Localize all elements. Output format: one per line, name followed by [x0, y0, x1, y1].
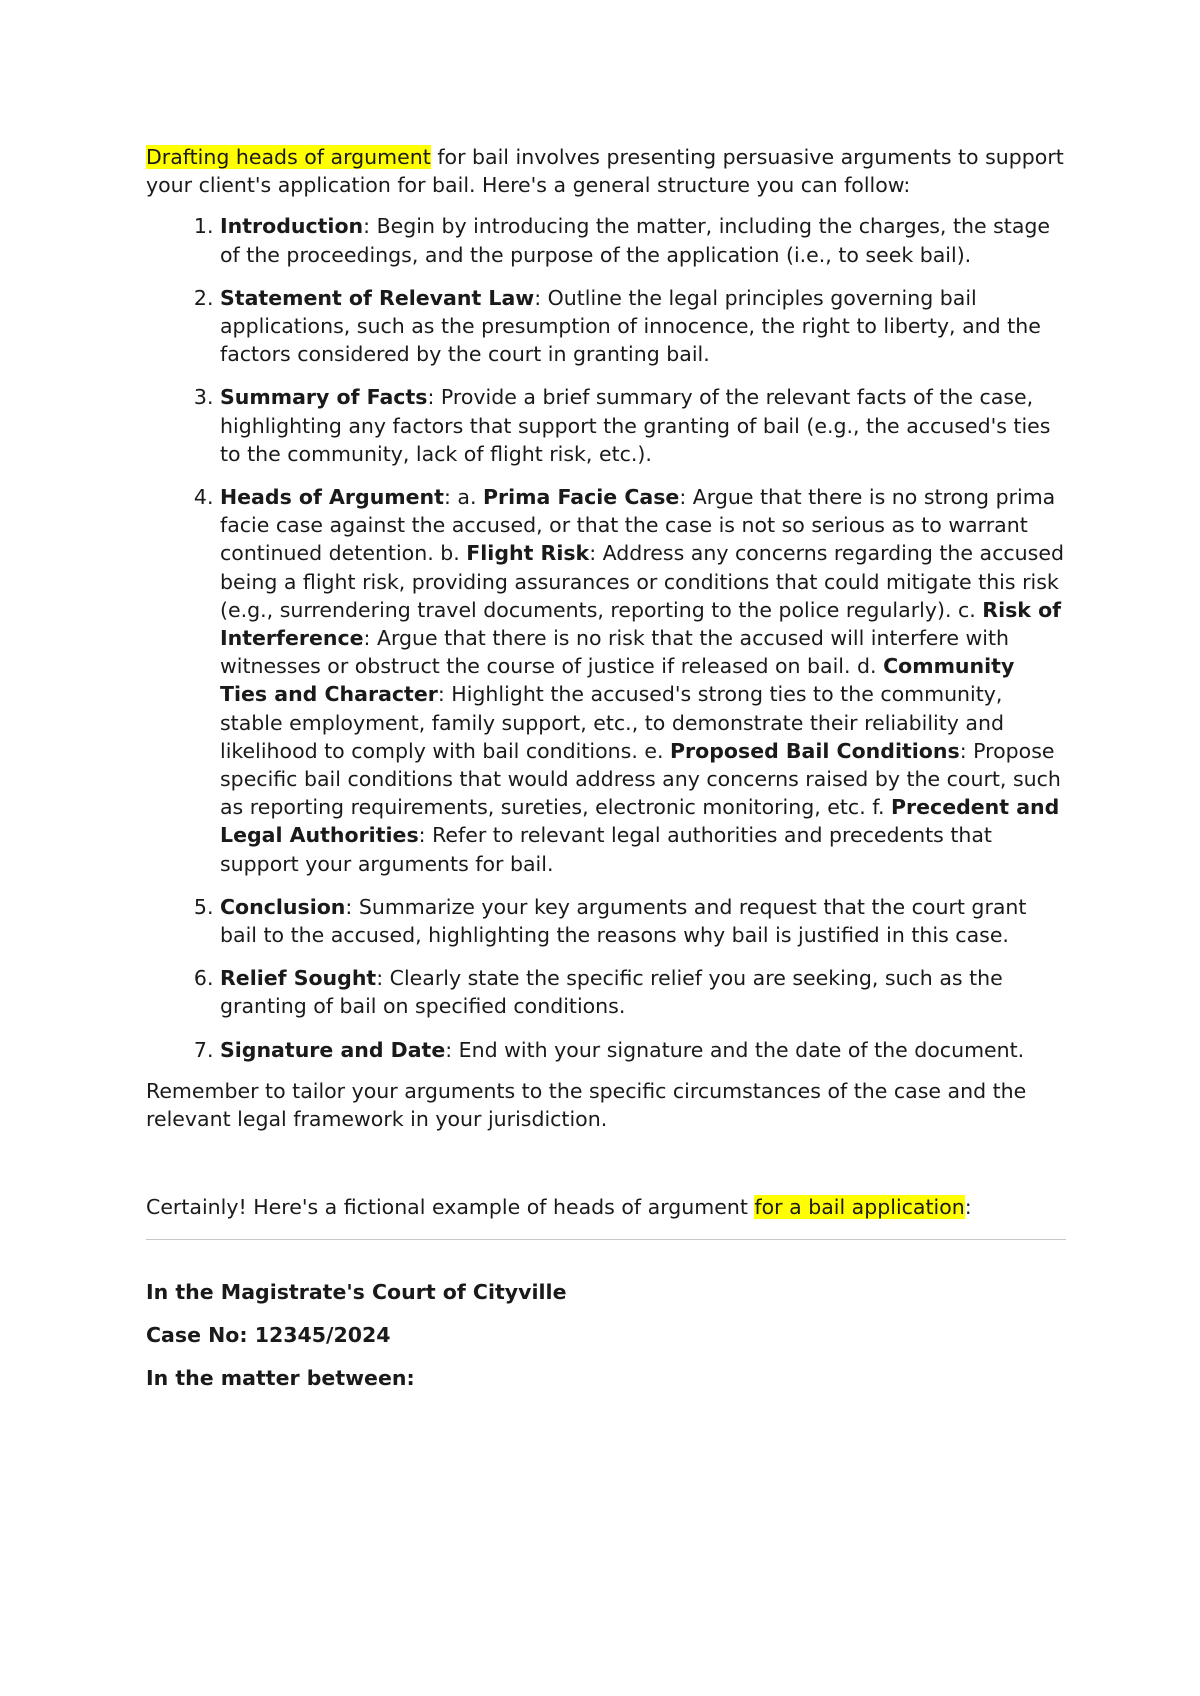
- sub-title-community-ties: Community Ties and Character: [220, 654, 1015, 707]
- list-item-conclusion: [220, 893, 1066, 949]
- remember-paragraph: Remember to tailor your arguments to the specific circumstances of the case and the relevant legal framework in your jurisdiction.: [146, 1078, 1027, 1132]
- intro-highlight: Drafting heads of argument: [146, 145, 431, 169]
- item-text: : Outline the legal principles governing bail applications, such as the presumption of innocence, the right to liberty, and the factors considered by the court in granting bail.: [220, 285, 1041, 367]
- list-item-relevant-law: [220, 284, 1066, 369]
- item-text: : Refer to relevant legal authorities and precedents that support your arguments for bail.: [220, 823, 992, 876]
- item-title: Heads of Argument: [220, 485, 444, 510]
- matter-between: In the matter between:: [146, 1365, 415, 1390]
- item-text: : Address any concerns regarding the accused being a flight risk, providing assurances or conditions that could mitigate this risk (e.g., surrendering travel documents, reporting to the police regularly). c.: [220, 541, 1064, 622]
- list-item-heads-of-argument: [220, 483, 1066, 878]
- item-title: Conclusion: [220, 894, 346, 919]
- sub-title-interference: Risk of Interference: [220, 597, 1062, 651]
- sub-title-prima-facie: Prima Facie Case: [482, 485, 680, 510]
- item-text: : Highlight the accused's strong ties to the community, stable employment, family support, etc., to demonstrate their reliability and likelihood to comply with bail conditions. e.: [220, 682, 1005, 763]
- item-title: Statement of Relevant Law: [220, 285, 535, 310]
- example-intro-highlight: for a bail application: [754, 1195, 965, 1220]
- list-item-signature-date: [220, 1036, 1066, 1064]
- case-number: Case No: 12345/2024: [146, 1322, 391, 1347]
- list-item-summary-facts: [220, 383, 1066, 468]
- example-intro-paragraph: [146, 1193, 1066, 1221]
- sub-title-precedent: Precedent and Legal Authorities: [220, 795, 1060, 848]
- item-text: : Argue that there is no strong prima facie case against the accused, or that the case is not so serious as to warrant continued detention. b.: [220, 485, 1056, 566]
- item-title: Summary of Facts: [220, 385, 428, 410]
- item-title: Introduction: [220, 214, 364, 239]
- item-text: : Clearly state the specific relief you are seeking, such as the granting of bail on specified conditions.: [220, 966, 1003, 1019]
- item-text: : Summarize your key arguments and request that the court grant bail to the accused, highlighting the reasons why bail is justified in this case.: [220, 894, 1027, 948]
- example-intro-colon: :: [964, 1195, 972, 1220]
- example-intro-text: Certainly! Here's a fictional example of heads of argument: [146, 1195, 755, 1220]
- item-text: : Begin by introducing the matter, including the charges, the stage of the proceedings, and the purpose of the application (i.e., to seek bail).: [220, 214, 1051, 267]
- item-text: : End with your signature and the date of the document.: [445, 1037, 1025, 1062]
- sub-title-bail-conditions: Proposed Bail Conditions: [670, 738, 960, 763]
- horizontal-divider: [146, 1239, 1066, 1240]
- item-title: Signature and Date: [220, 1037, 446, 1062]
- list-item-introduction: [220, 212, 1066, 268]
- item-text: : Provide a brief summary of the relevant facts of the case, highlighting any factors that support the granting of bail (e.g., the accused's ties to the community, lack of flight risk, etc.).: [220, 385, 1051, 466]
- structure-list: [146, 212, 1066, 1063]
- document-page: [146, 143, 1066, 1392]
- list-item-relief-sought: [220, 964, 1066, 1020]
- intro-text: for bail involves presenting persuasive arguments to support your client's application for bail. Here's a general structure you can follow:: [146, 145, 1064, 198]
- court-title: In the Magistrate's Court of Cityville: [146, 1279, 567, 1304]
- item-text: : Propose specific bail conditions that would address any concerns raised by the court, such as reporting requirements, sureties, electronic monitoring, etc. f.: [220, 738, 1061, 820]
- item-text: : a.: [443, 485, 483, 510]
- intro-paragraph: [146, 143, 1066, 199]
- item-text: : Argue that there is no risk that the accused will interfere with witnesses or obstruct the course of justice if released on bail. d.: [220, 626, 1010, 679]
- sub-title-flight-risk: Flight Risk: [466, 541, 590, 566]
- item-title: Relief Sought: [220, 966, 377, 991]
